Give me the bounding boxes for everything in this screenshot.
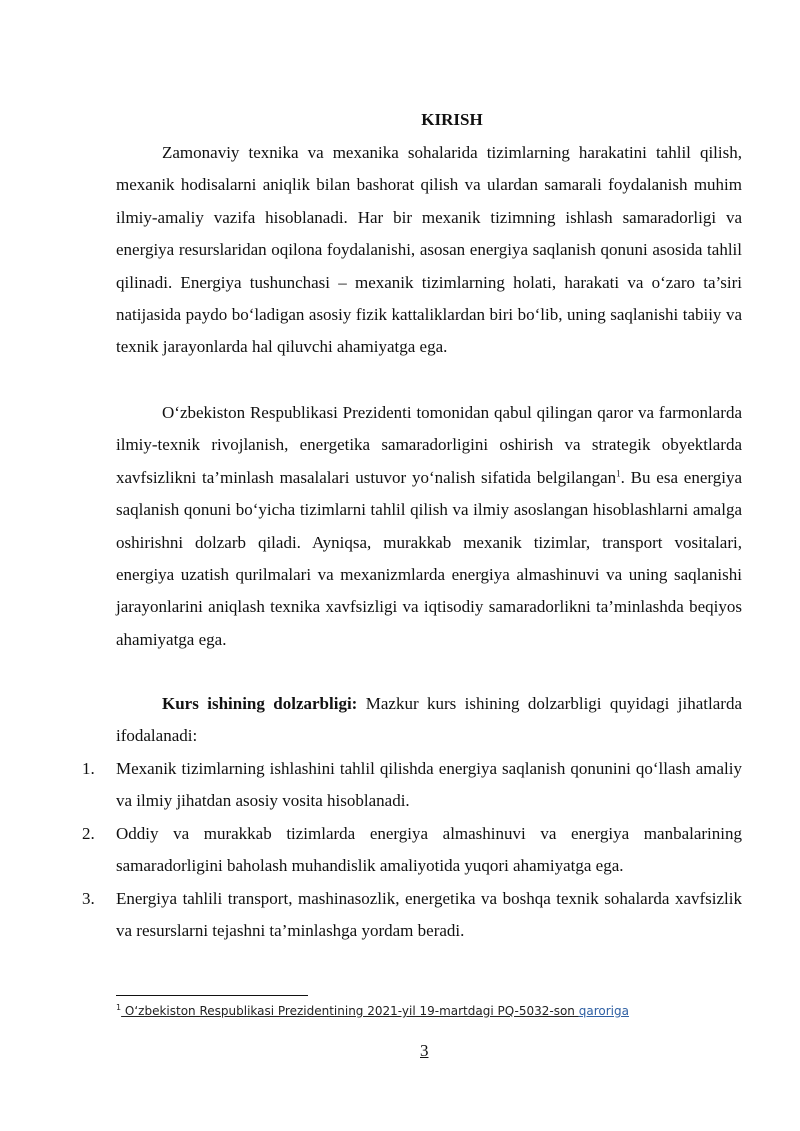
relevance-text: Mazkur kurs ishining dolzarbligi quyidagi jihatlarda ifodalanadi: [116,694,742,746]
footnote [116,1004,629,1018]
policy-paragraph [116,397,742,656]
relevance-paragraph [116,688,742,753]
relevance-heading: Kurs ishining dolzarbligi: [162,694,358,713]
list-item [82,883,742,948]
footnote-reference[interactable]: 1 [616,468,621,479]
page-number: 3 [420,1041,429,1060]
policy-paragraph-text: O‘zbekiston Respublikasi Prezidenti tomonidan qabul qilingan qaror va farmonlarda ilmiy-texnik rivojlanish, energetika samaradorligini oshirish va strategik obyektlarda xavfsizlikni ta’minlash masalalari ustuvor yo‘nalish sifatida belgilangan [116,403,742,487]
list-item [82,818,742,883]
footnote-separator [116,995,308,996]
footnote-link[interactable]: qaroriga [578,1004,629,1018]
intro-paragraph: Zamonaviy texnika va mexanika sohalarida tizimlarning harakatini tahlil qilish, mexanik hodisalarni aniqlik bilan bashorat qilish va ulardan samarali foydalanish muhim ilmiy-amaliy vazifa hisoblanadi. Har bir mexanik tizimning ishlash samaradorligi va energiya resurslaridan oqilona foydalanishi, asosan energiya saqlanish qonuni asosida tahlil qilinadi. Energiya tushunchasi – mexanik tizimlarning holati, harakati va o‘zaro ta’siri natijasida paydo bo‘ladigan asosiy fizik kattaliklardan biri bo‘lib, uning saqlanishi tabiiy va texnik jarayonlarda hal qiluvchi ahamiyatga ega. [116,143,742,357]
list-item-number: 1. [82,759,95,778]
footnote-mark: 1 [116,1003,122,1012]
list-item-text: Energiya tahlili transport, mashinasozlik, energetika va boshqa texnik sohalarda xavfsizlik va resurslarni tejashni ta’minlashga yordam beradi. [116,888,742,941]
list-item-number: 3. [82,888,95,908]
list-item-number: 2. [82,823,95,843]
page-title: KIRISH [421,110,483,129]
footnote-text: O‘zbekiston Respublikasi Prezidentining 2021-yil 19-martdagi PQ-5032-son [121,1004,579,1018]
list-item-text: Mexanik tizimlarning ishlashini tahlil qilishda energiya saqlanish qonunini qo‘llash amaliy va ilmiy jihatdan asosiy vosita hisoblanadi. [116,759,742,811]
list-item [82,753,742,818]
policy-paragraph-text-cont: . Bu esa energiya saqlanish qonuni bo‘yicha tizimlarni tahlil qilish va ilmiy asoslangan hisoblashlarni amalga oshirishni dolzarb qiladi. Ayniqsa, murakkab mexanik tizimlar, transport vositalari, energiya uzatish qurilmalari va mexanizmlarda energiya almashinuvi va uning saqlanishi jarayonlarini aniqlash texnika xavfsizligi va iqtisodiy samaradorlikni ta’minlashda beqiyos ahamiyatga ega. [116,467,742,649]
list-item-text: Oddiy va murakkab tizimlarda energiya almashinuvi va energiya manbalarining samaradorligini baholash muhandislik amaliyotida yuqori ahamiyatga ega. [116,823,742,876]
relevance-list [82,753,742,947]
